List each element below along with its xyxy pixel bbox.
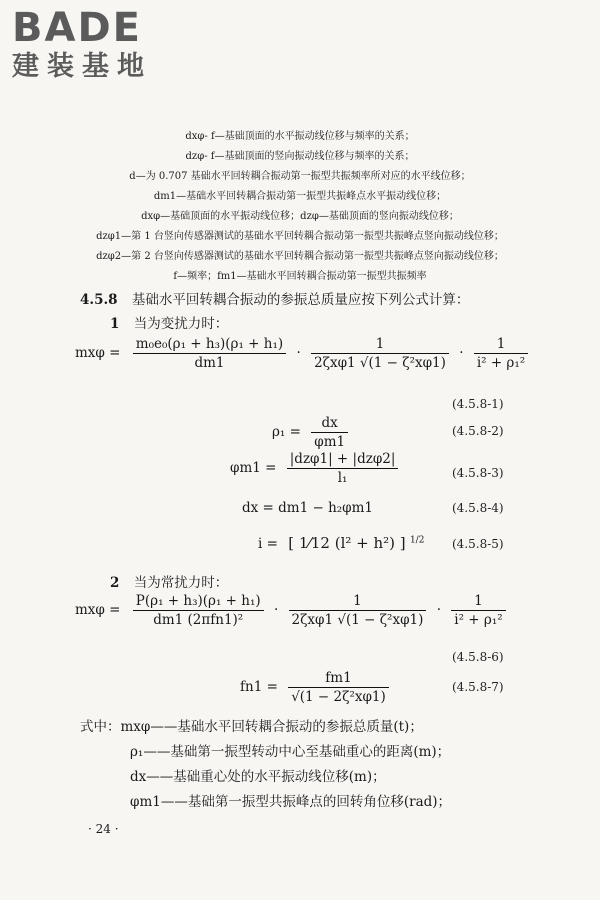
formula-4-5-8-7 <box>240 670 389 705</box>
notation-line: d—为 0.707 基础水平回转耦合振动第一振型共振频率所对应的水平线位移； <box>129 171 471 182</box>
section-heading <box>80 288 469 308</box>
definition-line: dx——基础重心处的水平振动线位移(m)； <box>130 769 386 785</box>
case-1-number: 1 <box>110 316 120 332</box>
formula-4-5-8-4: dx = dm1 − h₂φm1 <box>242 500 374 516</box>
equation-number: (4.5.8-2) <box>452 424 504 438</box>
formula-4-5-8-2 <box>272 415 348 450</box>
multiply-dot: · <box>296 345 301 361</box>
fraction <box>474 336 528 371</box>
definition-line: ρ₁——基础第一振型转动中心至基础重心的距离(m)； <box>130 744 451 760</box>
multiply-dot: · <box>436 602 441 618</box>
equation-number: (4.5.8-4) <box>452 501 504 515</box>
logo-brand: BADE <box>12 5 142 51</box>
notation-line: dzφ- f—基础顶面的竖向振动线位移与频率的关系； <box>185 151 415 162</box>
case-2-label: 当为常扰力时： <box>133 575 229 591</box>
formula-lhs: fn1 = <box>240 679 278 695</box>
denominator: dm1 (2πfn1)² <box>133 610 264 628</box>
denominator: 2ζxφ1 √(1 − ζ²xφ1) <box>311 353 449 371</box>
fraction <box>311 415 348 450</box>
denominator: l₁ <box>287 468 399 486</box>
denominator: i² + ρ₁² <box>451 610 505 628</box>
equation-number: (4.5.8-3) <box>452 466 504 480</box>
denominator: i² + ρ₁² <box>474 353 528 371</box>
denominator: dm1 <box>133 353 286 371</box>
formula-body: [ 1⁄12 (l² + h²) ] <box>288 534 406 552</box>
notation-line: dzφ1—第 1 台竖向传感器测试的基础水平回转耦合振动第一振型共振峰点竖向振动线位移； <box>96 231 504 242</box>
definition-line: 式中：mxφ——基础水平回转耦合振动的参振总质量(t)； <box>80 719 423 735</box>
formula-lhs: mxφ = <box>75 602 121 618</box>
fraction <box>311 336 449 371</box>
logo-subtitle: 建装基地 <box>12 51 152 82</box>
equation-number: (4.5.8-7) <box>452 680 504 694</box>
numerator: dx <box>321 415 338 431</box>
denominator: √(1 − 2ζ²xφ1) <box>288 687 389 705</box>
numerator: m₀e₀(ρ₁ + h₃)(ρ₁ + h₁) <box>135 336 284 352</box>
fraction <box>288 670 389 705</box>
fraction <box>451 593 505 628</box>
equation-number: (4.5.8-5) <box>452 537 504 551</box>
equation-number: (4.5.8-6) <box>452 650 504 664</box>
notation-line: dxφ- f—基础顶面的水平振动线位移与频率的关系； <box>185 131 415 142</box>
numerator: 1 <box>474 593 483 609</box>
formula-lhs: φm1 = <box>230 460 277 476</box>
fraction <box>133 593 264 628</box>
numerator: 1 <box>496 336 506 352</box>
notation-line: f—频率；fm1—基础水平回转耦合振动第一振型共振频率 <box>173 271 427 282</box>
notation-line: dzφ2—第 2 台竖向传感器测试的基础水平回转耦合振动第一振型共振峰点竖向振动线位移； <box>96 251 504 262</box>
definition-line: φm1——基础第一振型共振峰点的回转角位移(rad)； <box>130 794 452 810</box>
logo <box>12 6 152 84</box>
formula-lhs: mxφ = <box>75 345 121 361</box>
multiply-dot: · <box>459 345 464 361</box>
section-title: 基础水平回转耦合振动的参振总质量应按下列公式计算： <box>131 292 470 308</box>
notation-line: dm1—基础水平回转耦合振动第一振型共振峰点水平振动线位移； <box>153 191 447 202</box>
multiply-dot: · <box>273 602 279 618</box>
formula-4-5-8-3 <box>230 451 398 486</box>
numerator: P(ρ₁ + h₃)(ρ₁ + h₁) <box>135 593 261 609</box>
exponent: 1/2 <box>409 535 425 546</box>
fraction <box>289 593 427 628</box>
numerator: fm1 <box>325 670 352 686</box>
fraction <box>133 336 286 371</box>
formula-lhs: i = <box>258 536 278 552</box>
formula-4-5-8-5 <box>258 534 424 552</box>
case-1-heading <box>110 312 228 332</box>
denominator: 2ζxφ1 √(1 − ζ²xφ1) <box>289 610 427 628</box>
page-number: · 24 · <box>88 822 119 836</box>
notation-line: dxφ—基础顶面的水平振动线位移；dzφ—基础顶面的竖向振动线位移； <box>141 211 459 222</box>
formula-4-5-8-1 <box>75 336 528 371</box>
numerator: |dzφ1| + |dzφ2| <box>289 451 396 467</box>
numerator: 1 <box>353 593 362 609</box>
numerator: 1 <box>375 336 385 352</box>
section-number: 4.5.8 <box>80 292 118 308</box>
equation-number: (4.5.8-1) <box>452 397 504 411</box>
fraction <box>287 451 399 486</box>
formula-4-5-8-6 <box>75 593 506 628</box>
case-2-heading <box>110 571 228 591</box>
case-2-number: 2 <box>110 575 120 591</box>
case-1-label: 当为变扰力时： <box>133 316 229 332</box>
formula-lhs: ρ₁ = <box>272 424 301 440</box>
denominator: φm1 <box>311 432 348 450</box>
